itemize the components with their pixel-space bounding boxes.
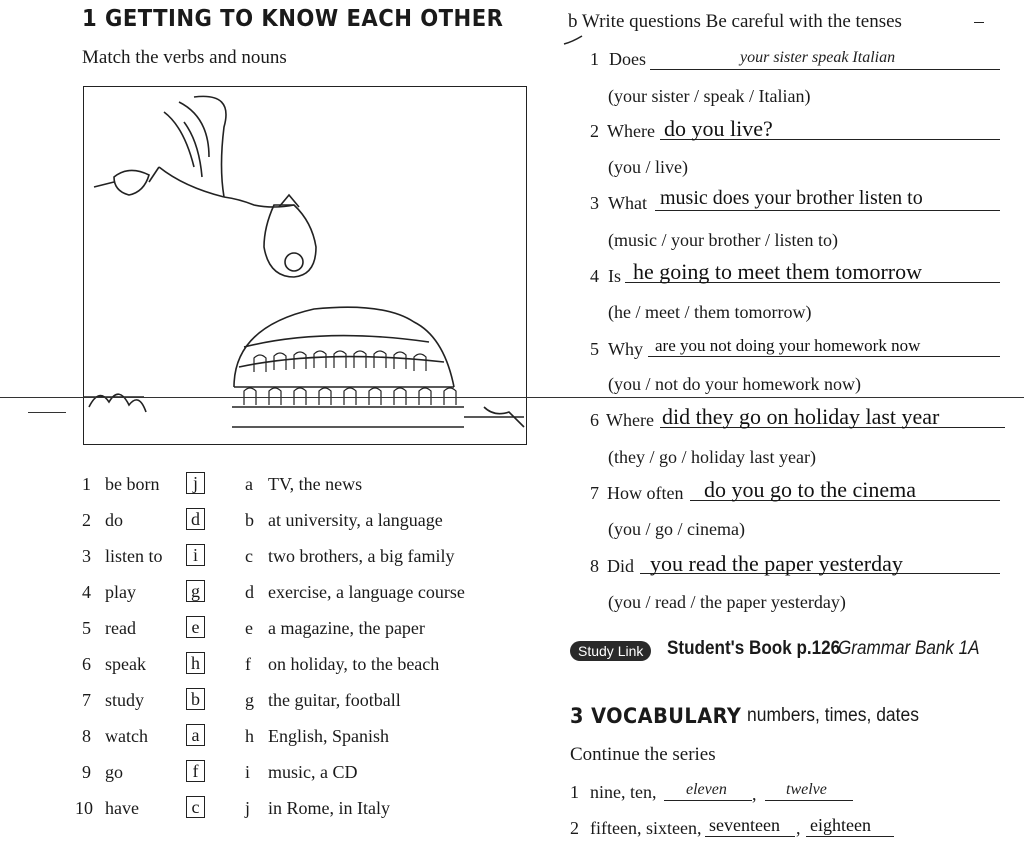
answer-text: music does your brother listen to [660, 187, 923, 209]
study-link-badge: Study Link [570, 641, 651, 661]
question-start: Why [608, 339, 643, 359]
answer-box[interactable]: j [186, 472, 205, 494]
question-start: Is [608, 266, 621, 286]
verb-number: 9 [82, 762, 91, 782]
answer-text: he going to meet them tomorrow [633, 259, 922, 284]
noun-letter: h [245, 726, 254, 746]
stork-head [114, 170, 149, 195]
answer-box[interactable]: e [186, 616, 205, 638]
noun-label: two brothers, a big family [268, 546, 455, 566]
vocab-answer: eleven [686, 781, 727, 798]
verb-number: 8 [82, 726, 91, 746]
noun-label: music, a CD [268, 762, 358, 782]
noun-letter: a [245, 474, 253, 494]
answer-box[interactable]: b [186, 688, 205, 710]
noun-letter: g [245, 690, 254, 710]
verb-number: 6 [82, 654, 91, 674]
noun-label: at university, a language [268, 510, 443, 530]
verb-label: study [105, 690, 145, 710]
question-hint: (he / meet / them tomorrow) [608, 302, 812, 322]
match-instruction: Match the verbs and nouns [82, 47, 287, 68]
question-start: Where [606, 410, 654, 430]
vocab-given: fifteen, sixteen, [590, 818, 702, 838]
answer-box[interactable]: c [186, 796, 205, 818]
vocab-number: 1 [570, 782, 579, 802]
comma: , [752, 784, 757, 804]
noun-letter: b [245, 510, 254, 530]
vocab-given: nine, ten, [590, 782, 657, 802]
question-number: 6 [590, 410, 599, 430]
noun-letter: f [245, 654, 251, 674]
verb-label: listen to [105, 546, 163, 566]
answer-box[interactable]: a [186, 724, 205, 746]
verb-number: 5 [82, 618, 91, 638]
scan-mark [28, 412, 66, 413]
noun-label: the guitar, football [268, 690, 401, 710]
question-start: Does [609, 49, 646, 69]
question-number: 3 [590, 193, 599, 213]
noun-letter: c [245, 546, 253, 566]
tick-mark [562, 34, 586, 48]
verb-number: 7 [82, 690, 91, 710]
question-hint: (music / your brother / listen to) [608, 230, 838, 250]
answer-text: do you live? [664, 116, 773, 141]
stork-wing [194, 96, 226, 197]
verb-label: play [105, 582, 136, 602]
noun-label: a magazine, the paper [268, 618, 425, 638]
colosseum [234, 307, 454, 387]
question-number: 8 [590, 556, 599, 576]
study-link-book: Student's Book p.126 [667, 638, 841, 659]
answer-text: do you go to the cinema [704, 477, 917, 502]
noun-letter: e [245, 618, 253, 638]
stork-colosseum-illustration [84, 87, 526, 444]
answer-box[interactable]: g [186, 580, 205, 602]
answer-box[interactable]: h [186, 652, 205, 674]
question-hint: (they / go / holiday last year) [608, 447, 816, 467]
question-start: Did [607, 556, 634, 576]
question-hint: (you / go / cinema) [608, 519, 745, 539]
verb-label: speak [105, 654, 146, 674]
question-start: How often [607, 483, 684, 503]
question-number: 1 [590, 49, 599, 69]
question-hint: (you / not do your homework now) [608, 374, 861, 394]
noun-label: TV, the news [268, 474, 363, 494]
vocab-instruction: Continue the series [570, 744, 716, 765]
question-start: What [608, 193, 647, 213]
noun-label: in Rome, in Italy [268, 798, 390, 818]
vocab-answer: seventeen [709, 815, 780, 835]
vocab-number: 2 [570, 818, 579, 838]
noun-label: English, Spanish [268, 726, 390, 746]
vocab-answer: twelve [786, 781, 827, 798]
noun-letter: j [245, 798, 251, 818]
vocab-heading: 3 VOCABULARY [570, 704, 742, 728]
answer-box[interactable]: d [186, 508, 205, 530]
scan-line [0, 397, 1024, 398]
question-number: 5 [590, 339, 599, 359]
vocab-answer: eighteen [810, 815, 871, 835]
verb-label: go [105, 762, 123, 782]
noun-label: on holiday, to the beach [268, 654, 440, 674]
question-start: Where [607, 121, 655, 141]
vocab-subheading: numbers, times, dates [747, 705, 919, 726]
answer-text: your sister speak Italian [740, 49, 896, 66]
answer-text: are you not doing your homework now [655, 336, 921, 355]
answer-box[interactable]: i [186, 544, 205, 566]
study-link-bank: Grammar Bank 1A [838, 638, 980, 659]
verb-label: have [105, 798, 139, 818]
answer-text: did they go on holiday last year [662, 404, 940, 429]
baby-bundle [264, 205, 316, 277]
verb-label: be born [105, 474, 160, 494]
noun-letter: d [245, 582, 254, 602]
illustration-frame [83, 86, 527, 445]
verb-label: read [105, 618, 136, 638]
question-hint: (your sister / speak / Italian) [608, 86, 811, 106]
question-number: 4 [590, 266, 599, 286]
noun-label: exercise, a language course [268, 582, 465, 602]
dash-mark [974, 22, 984, 23]
question-number: 7 [590, 483, 599, 503]
verb-label: watch [105, 726, 148, 746]
verb-number: 10 [75, 798, 93, 818]
section-heading: 1 GETTING TO KNOW EACH OTHER [82, 6, 504, 32]
verb-number: 1 [82, 474, 91, 494]
verb-label: do [105, 510, 123, 530]
question-number: 2 [590, 121, 599, 141]
verb-number: 3 [82, 546, 91, 566]
answer-box[interactable]: f [186, 760, 205, 782]
question-hint: (you / read / the paper yesterday) [608, 592, 846, 612]
verb-number: 4 [82, 582, 91, 602]
comma: , [796, 818, 801, 838]
verb-number: 2 [82, 510, 91, 530]
exercise-b-heading: b Write questions Be careful with the tenses [568, 11, 902, 32]
answer-text: you read the paper yesterday [650, 551, 903, 576]
question-hint: (you / live) [608, 157, 688, 177]
noun-letter: i [245, 762, 251, 782]
